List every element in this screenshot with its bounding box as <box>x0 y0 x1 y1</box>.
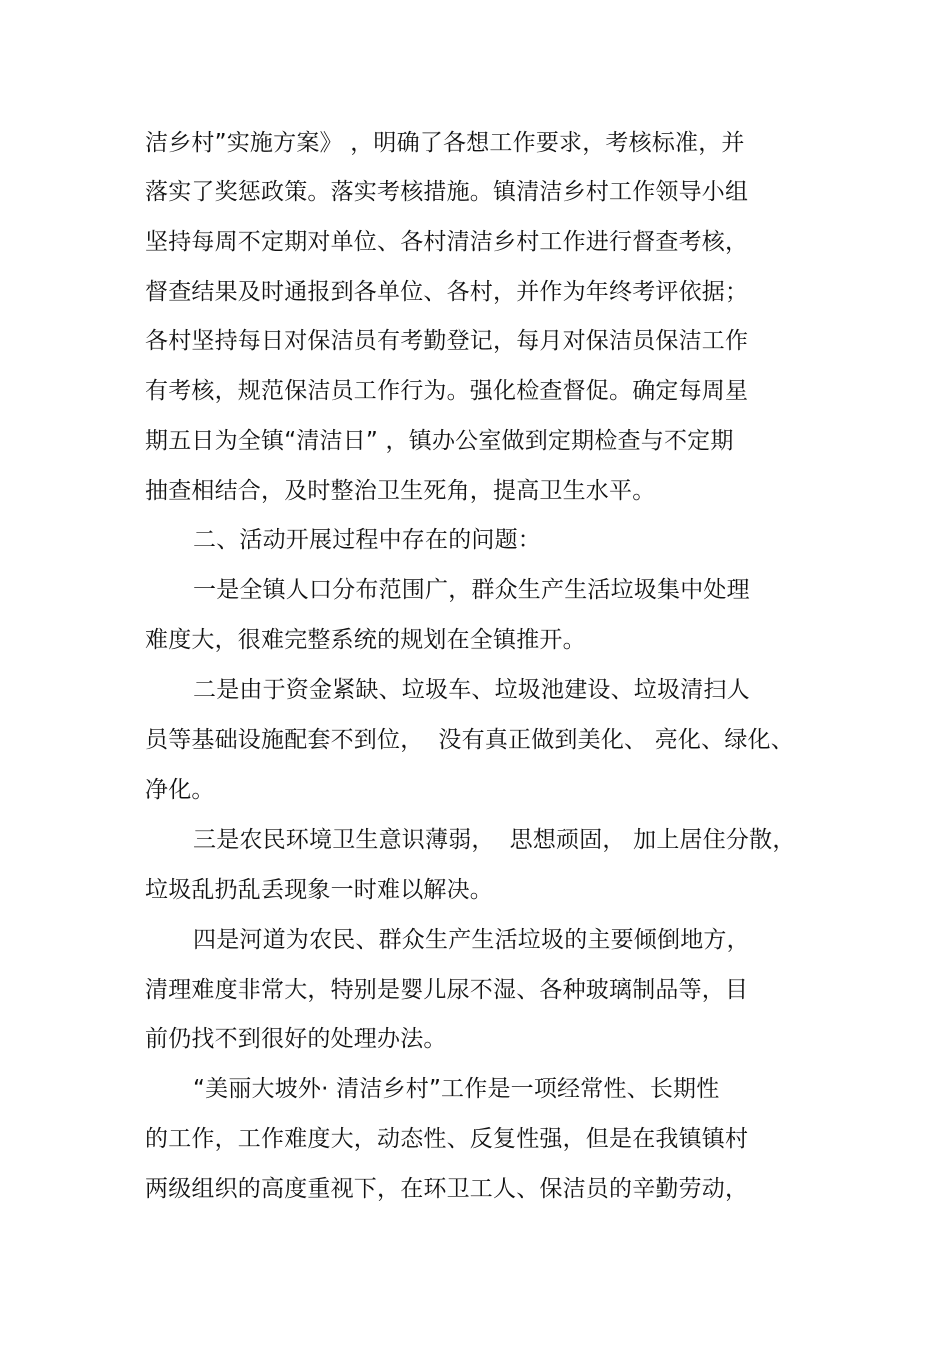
paragraph-start: 三是农民环境卫生意识薄弱， 思想顽固， 加上居住分散， <box>193 827 796 853</box>
text-line: 清理难度非常大，特别是婴儿尿不湿、各种玻璃制品等，目 <box>145 977 749 1003</box>
text-line: 前仍找不到很好的处理办法。 <box>145 1026 447 1052</box>
text-line: 净化。 <box>145 777 215 803</box>
paragraph-start: 四是河道为农民、群众生产生活垃圾的主要倾倒地方， <box>193 927 750 953</box>
text-line: 期五日为全镇“清洁日” ，镇办公室做到定期检查与不定期 <box>145 428 734 454</box>
text-line: 有考核，规范保洁员工作行为。强化检查督促。确定每周星 <box>145 378 749 404</box>
text-line: 员等基础设施配套不到位， 没有真正做到美化、 亮化、绿化、 <box>145 727 794 753</box>
text-line: 两级组织的高度重视下，在环卫工人、保洁员的辛勤劳动， <box>145 1176 749 1202</box>
text-line: 坚持每周不定期对单位、各村清洁乡村工作进行督查考核， <box>145 229 749 255</box>
text-line: 难度大，很难完整系统的规划在全镇推开。 <box>145 627 586 653</box>
text-line: 垃圾乱扔乱丢现象一时难以解决。 <box>145 877 493 903</box>
paragraph-start: “美丽大坡外· 清洁乡村”工作是一项经常性、长期性 <box>193 1076 720 1102</box>
text-line: 督查结果及时通报到各单位、各村，并作为年终考评依据； <box>145 279 749 305</box>
text-line: 洁乡村”实施方案》 ，明确了各想工作要求，考核标准，并 <box>145 130 745 156</box>
text-line: 各村坚持每日对保洁员有考勤登记，每月对保洁员保洁工作 <box>145 328 749 354</box>
text-line: 抽查相结合，及时整治卫生死角，提高卫生水平。 <box>145 478 656 504</box>
paragraph-start: 一是全镇人口分布范围广，群众生产生活垃圾集中处理 <box>193 577 750 603</box>
text-line: 落实了奖惩政策。落实考核措施。镇清洁乡村工作领导小组 <box>145 179 749 205</box>
section-heading: 二、活动开展过程中存在的问题： <box>193 527 541 553</box>
text-line: 的工作，工作难度大，动态性、反复性强，但是在我镇镇村 <box>145 1126 749 1152</box>
paragraph-start: 二是由于资金紧缺、垃圾车、垃圾池建设、垃圾清扫人 <box>193 677 750 703</box>
